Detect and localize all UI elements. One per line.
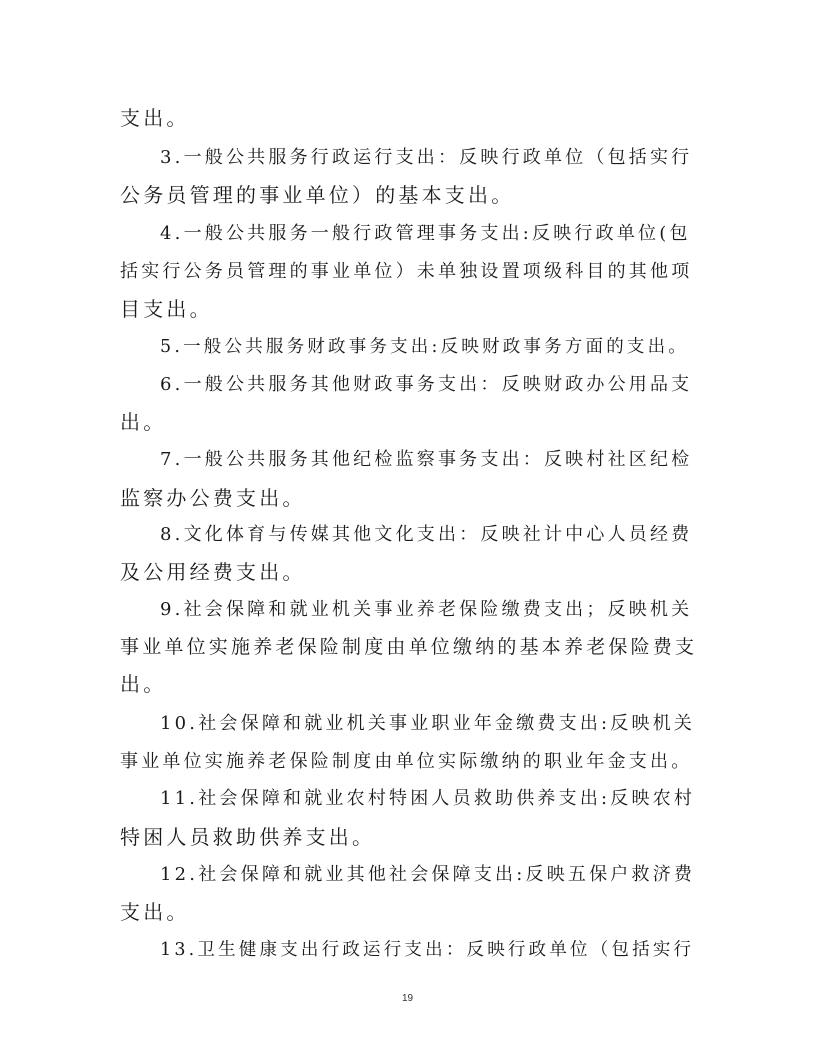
paragraph-line: 公务员管理的事业单位）的基本支出。 bbox=[120, 183, 515, 207]
page-number: 19 bbox=[401, 993, 414, 1004]
paragraph-line: 12.社会保障和就业其他社会保障支出:反映五保户救济费 bbox=[160, 864, 696, 885]
paragraph-line: 9.社会保障和就业机关事业养老保险缴费支出；反映机关 bbox=[160, 599, 693, 620]
paragraph-line: 监察办公费支出。 bbox=[120, 486, 306, 510]
paragraph-line: 括实行公务员管理的事业单位）未单独设置项级科目的其他项 bbox=[120, 261, 693, 282]
paragraph-line: 特困人员救助供养支出。 bbox=[120, 825, 376, 849]
paragraph-line: 13.卫生健康支出行政运行支出：反映行政单位（包括实行 bbox=[160, 940, 695, 960]
paragraph-line: 4.一般公共服务一般行政管理事务支出:反映行政单位(包 bbox=[160, 223, 691, 244]
paragraph-line: 5.一般公共服务财政事务支出:反映财政事务方面的支出。 bbox=[160, 337, 689, 357]
paragraph-line: 3.一般公共服务行政运行支出：反映行政单位（包括实行 bbox=[160, 147, 693, 168]
paragraph-line: 出。 bbox=[120, 672, 167, 696]
paragraph-line: 支出。 bbox=[120, 900, 190, 924]
paragraph-line: 6.一般公共服务其他财政事务支出：反映财政办公用品支 bbox=[160, 374, 693, 395]
paragraph-line: 10.社会保障和就业机关事业职业年金缴费支出:反映机关 bbox=[160, 713, 696, 734]
paragraph-line: 出。 bbox=[120, 410, 167, 434]
paragraph-line: 事业单位实施养老保险制度由单位缴纳的基本养老保险费支 bbox=[120, 636, 698, 658]
paragraph-line: 及公用经费支出。 bbox=[120, 560, 306, 584]
paragraph-line: 事业单位实施养老保险制度由单位实际缴纳的职业年金支出。 bbox=[120, 751, 693, 772]
paragraph-line: 支出。 bbox=[120, 106, 190, 130]
paragraph-line: 8.文化体育与传媒其他文化支出：反映社计中心人员经费 bbox=[160, 524, 693, 545]
paragraph-line: 11.社会保障和就业农村特困人员救助供养支出:反映农村 bbox=[160, 788, 696, 809]
paragraph-line: 目支出。 bbox=[120, 297, 213, 321]
paragraph-line: 7.一般公共服务其他纪检监察事务支出：反映村社区纪检 bbox=[160, 449, 693, 470]
